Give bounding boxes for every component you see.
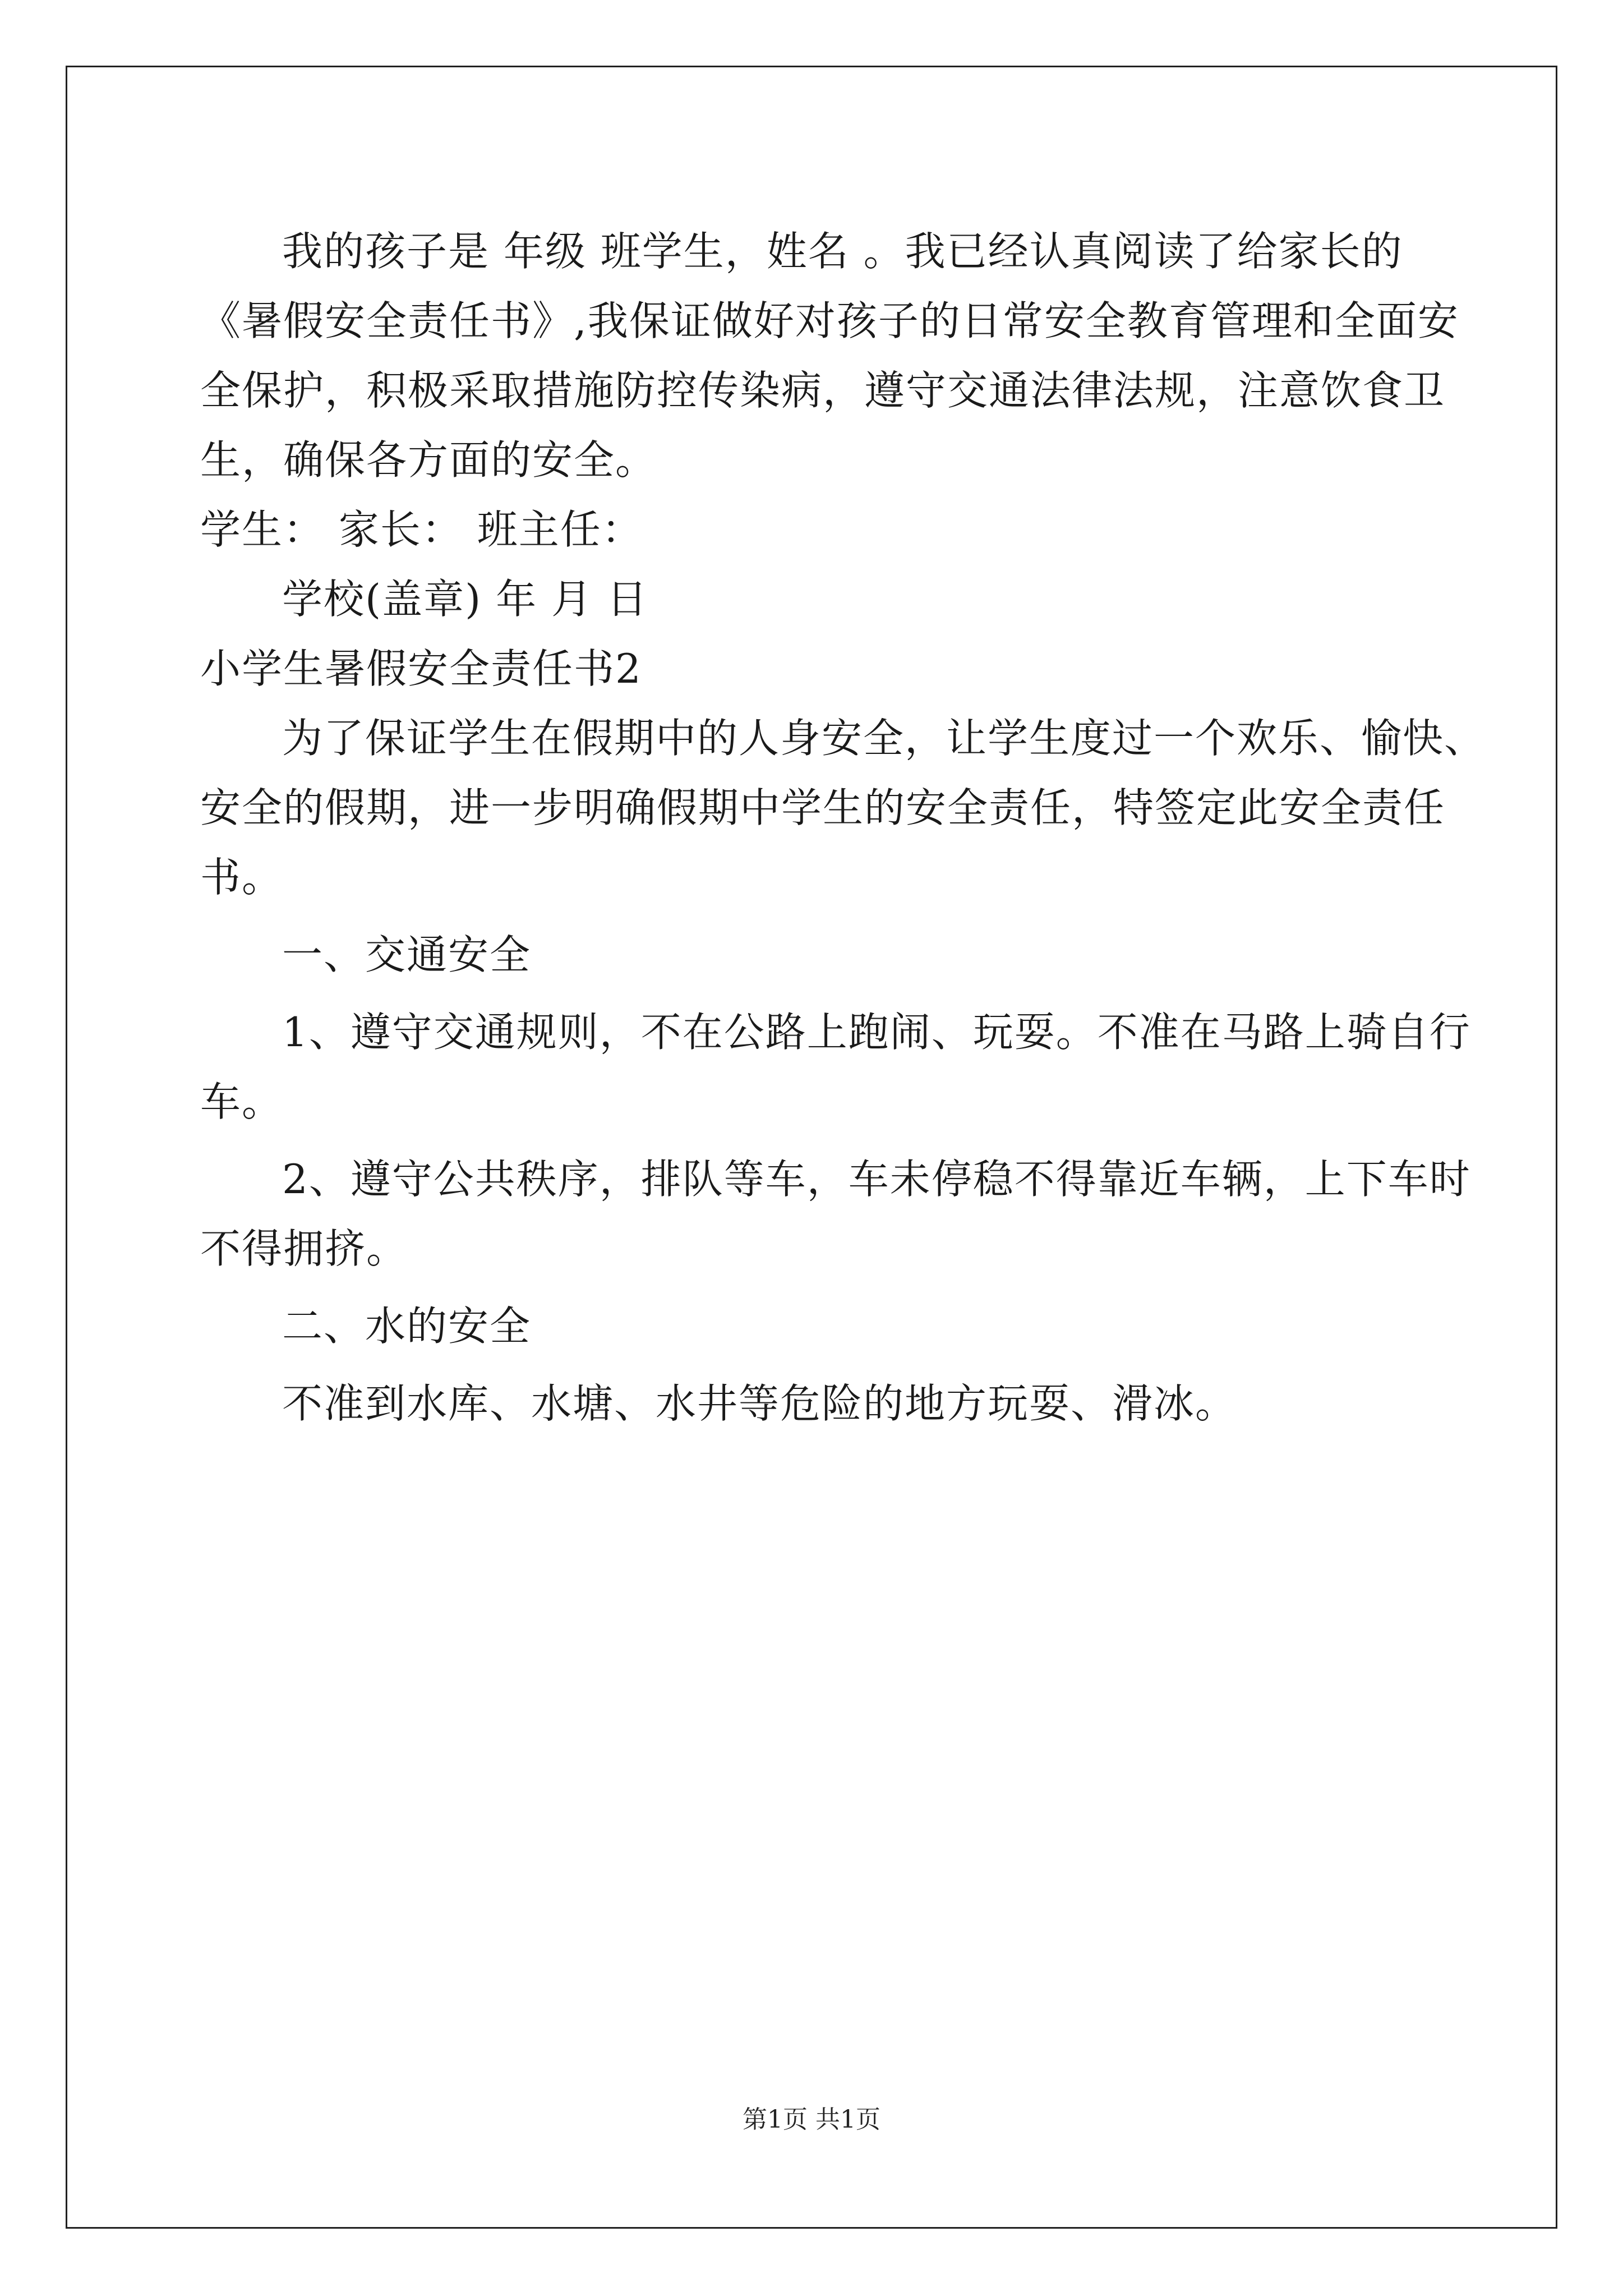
paragraph-line-1: 我的孩子是 年级 班学生，姓名 。我已经认真阅读了给家长的 <box>282 228 1403 275</box>
page-footer: 第1页 共1页 <box>743 2105 880 2134</box>
paragraph-line-5: 为了保证学生在假期中的人身安全，让学生度过一个欢乐、愉快、 <box>282 715 1486 762</box>
water-rule-line: 不准到水库、水塘、水井等危险的地方玩耍、滑冰。 <box>282 1380 1237 1427</box>
paragraph-line-3: 全保护，积极采取措施防控传染病，遵守交通法律法规，注意饮食卫 <box>200 367 1446 414</box>
paragraph-line-6: 安全的假期，进一步明确假期中学生的安全责任，特签定此安全责任 <box>200 784 1446 831</box>
rule-2-line-1: 2、遵守公共秩序，排队等车，车未停稳不得靠近车辆，上下车时 <box>282 1156 1471 1203</box>
heading-water-safety: 二、水的安全 <box>282 1303 532 1350</box>
rule-1-line-1: 1、遵守交通规则，不在公路上跑闹、玩耍。不准在马路上骑自行 <box>282 1009 1471 1056</box>
paragraph-line-7: 书。 <box>200 854 284 901</box>
paragraph-line-2: 《暑假安全责任书》,我保证做好对孩子的日常安全教育管理和全面安 <box>200 297 1459 344</box>
school-seal-date-line: 学校(盖章) 年 月 日 <box>282 576 648 623</box>
section-title: 小学生暑假安全责任书2 <box>200 645 642 692</box>
rule-2-line-2: 不得拥挤。 <box>200 1225 408 1272</box>
paragraph-line-4: 生，确保各方面的安全。 <box>200 436 657 484</box>
signature-line: 学生： 家长： 班主任： <box>200 506 643 553</box>
heading-traffic-safety: 一、交通安全 <box>282 931 532 978</box>
rule-1-line-2: 车。 <box>200 1078 284 1125</box>
